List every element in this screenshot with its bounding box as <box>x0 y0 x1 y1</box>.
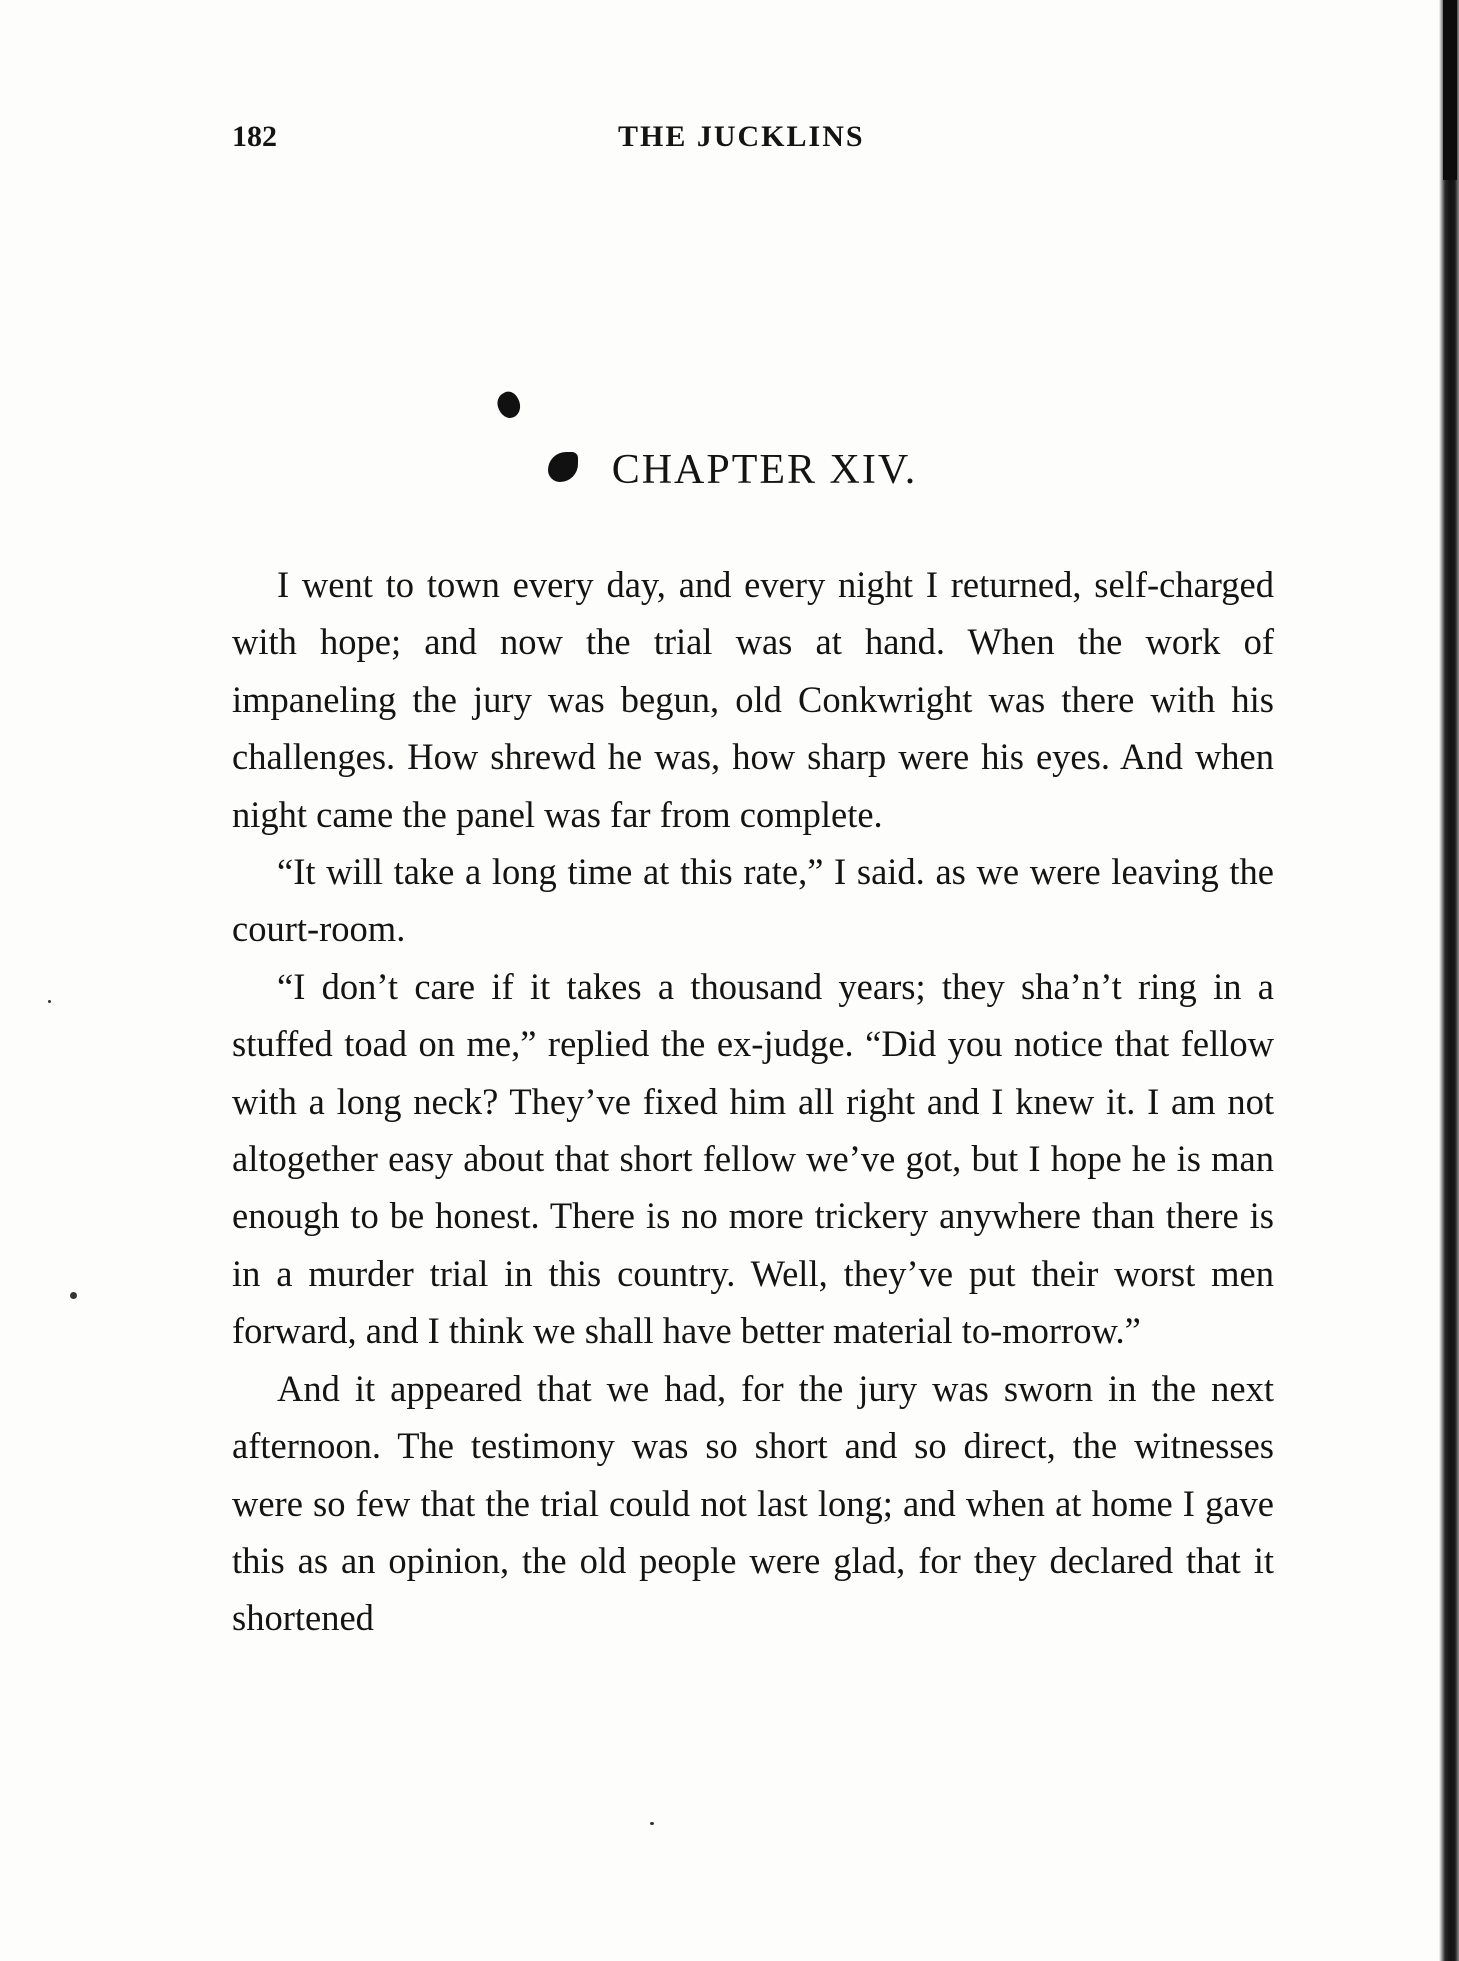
chapter-heading: CHAPTER XIV. <box>611 447 918 493</box>
page-edge-shadow-top <box>1443 0 1457 180</box>
scan-speck <box>650 1822 654 1825</box>
running-head <box>232 120 1272 170</box>
scan-speck <box>70 1292 77 1299</box>
page-number: 182 <box>232 120 277 153</box>
paragraph-2: “It will take a long time at this rate,” I said. as we were leaving the court-room. <box>232 851 1274 950</box>
ink-blot-mark <box>493 388 525 422</box>
book-title: THE JUCKLINS <box>618 120 865 153</box>
paragraph-1: I went to town every day, and every night I returned, self-charged with hope; and now the trial was at hand. When the work of impaneling the jury was begun, old Conkwright was there with his challenges. How shrewd he was, how sharp were his eyes. And when night came the panel was far from complete. <box>232 564 1274 835</box>
scan-speck <box>48 1000 51 1003</box>
paragraph-4: And it appeared that we had, for the jury was sworn in the next afternoon. The testimony was so short and so direct, the witnesses were so few that the trial could not last long; and when at home I gave this as an opinion, the old people were glad, for they declared that it shortened <box>232 1367 1274 1639</box>
page-edge-shadow <box>1439 0 1459 1961</box>
body-text <box>232 556 1274 1647</box>
paragraph-3: “I don’t care if it takes a thousand years; they sha’n’t ring in a stuffed toad on me,” replied the ex-judge. “Did you notice that fellow with a long neck? They’ve fixed him all right and I knew it. I am not altogether easy about that short fellow we’ve got, but I hope he is man enough to be honest. There is no more trickery anywhere than there is in a murder trial in this country. Well, they’ve put their worst men forward, and I think we shall have better material to-morrow.” <box>232 965 1274 1352</box>
